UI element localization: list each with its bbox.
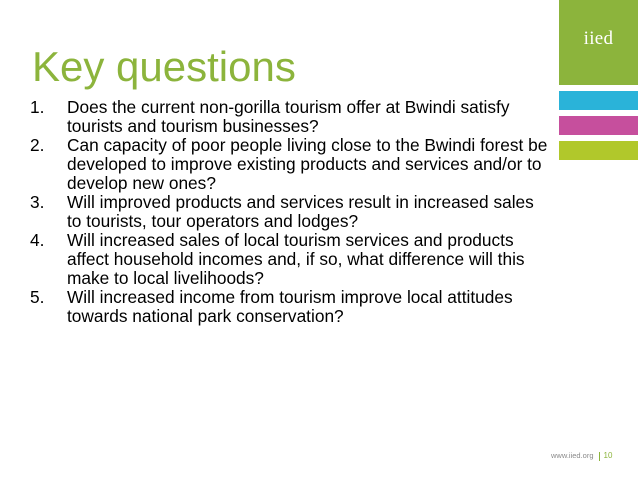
question-item xyxy=(30,136,550,193)
question-item xyxy=(30,193,550,231)
question-item xyxy=(30,98,550,136)
question-number: 2. xyxy=(30,135,45,155)
question-number: 1. xyxy=(30,97,45,117)
footer xyxy=(551,451,612,461)
question-item xyxy=(30,288,550,326)
footer-divider xyxy=(599,452,600,461)
question-text: Will improved products and services result in increased sales to tourists, tour operators and lodges? xyxy=(67,192,534,231)
page-title: Key questions xyxy=(32,43,296,90)
question-item xyxy=(30,231,550,288)
cyan-stripe xyxy=(559,91,638,110)
question-number: 4. xyxy=(30,230,45,250)
iied-logo xyxy=(559,0,638,85)
question-number: 3. xyxy=(30,192,45,212)
footer-url[interactable]: www.iied.org xyxy=(551,451,594,460)
lime-stripe xyxy=(559,141,638,160)
question-text: Will increased income from tourism improve local attitudes towards national park conservation? xyxy=(67,287,513,326)
question-text: Will increased sales of local tourism services and products affect household incomes and, if so, what difference will this make to local livelihoods? xyxy=(67,230,525,288)
logo-text: iied xyxy=(583,28,614,49)
magenta-stripe xyxy=(559,116,638,135)
question-text: Can capacity of poor people living close to the Bwindi forest be developed to improve existing products and services and/or to develop new ones? xyxy=(67,135,548,193)
questions-list xyxy=(30,98,550,326)
question-number: 5. xyxy=(30,287,45,307)
page-number: 10 xyxy=(603,451,613,460)
question-text: Does the current non-gorilla tourism offer at Bwindi satisfy tourists and tourism businesses? xyxy=(67,97,510,136)
